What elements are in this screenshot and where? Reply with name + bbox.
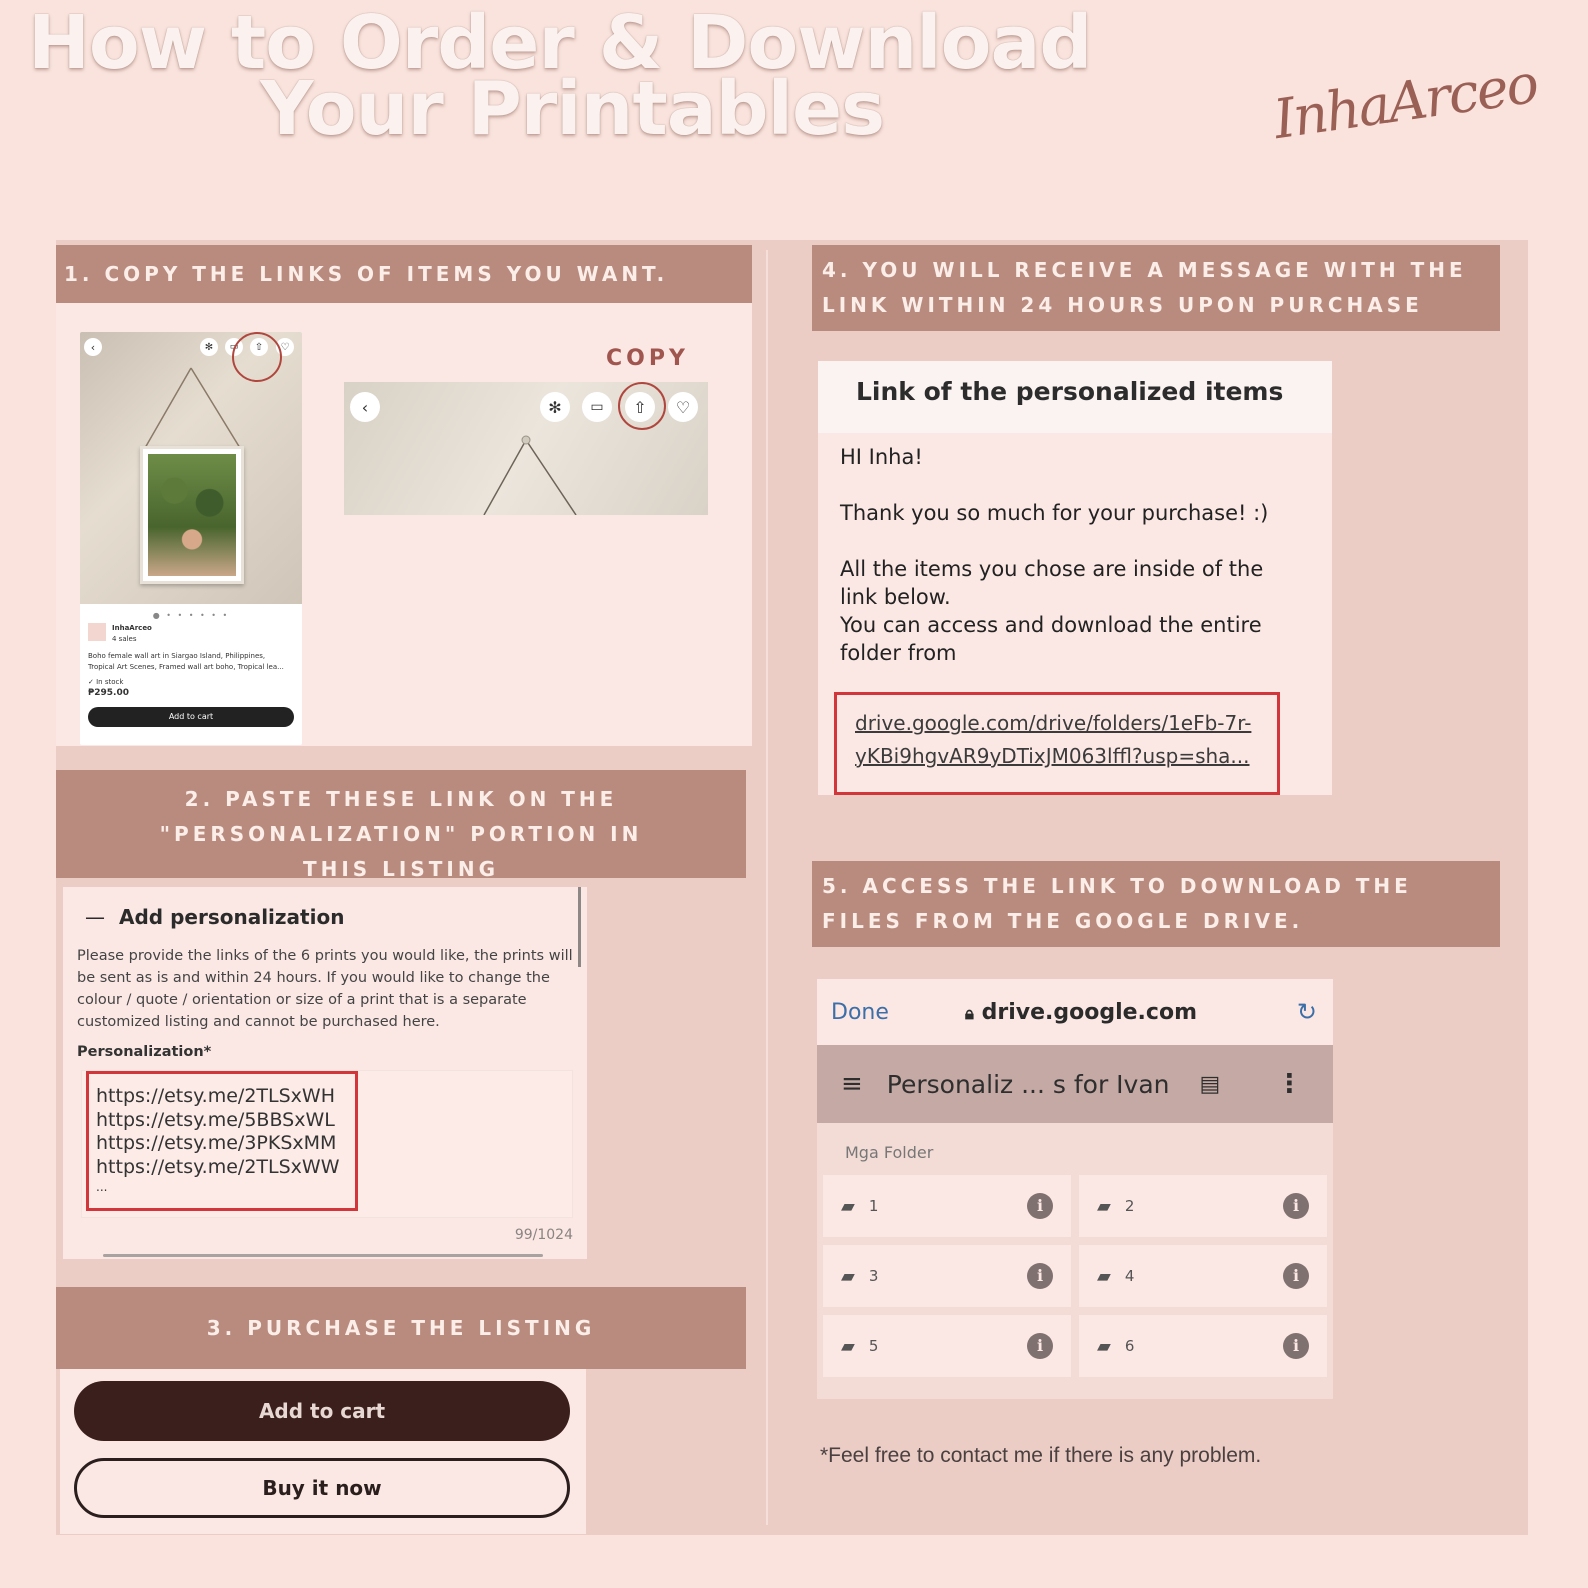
folder-item[interactable]: [823, 1245, 1071, 1307]
drive-link-line-1: drive.google.com/drive/folders/1eFb-7r-: [855, 711, 1252, 735]
message-body-1: All the items you chose are inside of the link below.: [840, 557, 1264, 609]
folder-title: Personaliz ... s for Ivan: [886, 1069, 1170, 1099]
etsy-link-3: https://etsy.me/3PKSxMM: [96, 1132, 337, 1154]
message-icon[interactable]: ▭: [225, 338, 243, 356]
folder-icon: ▰: [1097, 1195, 1111, 1217]
step-4-text: 4. YOU WILL RECEIVE A MESSAGE WITH THE LINK WITHIN 24 HOURS UPON PURCHASE: [822, 258, 1467, 317]
share-highlight-circle: [232, 332, 282, 382]
folder-name: 5: [868, 1337, 879, 1355]
character-counter: 99/1024: [514, 1227, 573, 1243]
folder-item[interactable]: [1079, 1175, 1327, 1237]
drive-link[interactable]: [855, 707, 1251, 773]
folder-name: 3: [868, 1267, 879, 1285]
title-line-2: Your Printables: [260, 66, 885, 152]
folder-icon: ▰: [841, 1265, 855, 1287]
folder-icon: ▰: [841, 1335, 855, 1357]
similar-icon[interactable]: ✻: [540, 392, 570, 422]
folder-item[interactable]: [1079, 1245, 1327, 1307]
google-drive-screenshot: [817, 979, 1333, 1399]
shop-sales: 4 sales: [112, 635, 137, 643]
share-icon[interactable]: ⇧: [625, 392, 655, 422]
card-bottom-line: [103, 1254, 543, 1257]
signature-logo: InhaArceo: [1270, 51, 1542, 152]
folder-name: 4: [1124, 1267, 1135, 1285]
info-icon[interactable]: i: [1283, 1263, 1309, 1289]
folder-name: 1: [868, 1197, 879, 1215]
listing-phone-screenshot: [80, 332, 302, 745]
personalization-heading-row[interactable]: [85, 905, 344, 929]
links-more: ...: [96, 1180, 108, 1194]
info-icon[interactable]: i: [1027, 1193, 1053, 1219]
stock-status: In stock: [96, 678, 124, 686]
message-card: [818, 361, 1332, 795]
etsy-link-4: https://etsy.me/2TLSxWW: [96, 1155, 340, 1178]
drive-toolbar: [817, 1045, 1333, 1123]
column-divider: [766, 250, 768, 1525]
poster-artwork: [140, 446, 244, 584]
folder-name: 2: [1124, 1197, 1135, 1215]
step-3-banner: [56, 1287, 746, 1369]
drive-link-line-2: yKBi9hgvAR9yDTixJM063lffl?usp=sha...: [855, 744, 1250, 768]
step-2-text: 2. PASTE THESE LINK ON THE "PERSONALIZATION" PORTION IN THIS LISTING: [159, 787, 643, 881]
listing-description: Boho female wall art in Siargao Island, Philippines, Tropical Art Scenes, Framed wall art boho, Tropical lea...: [88, 652, 284, 671]
message-body: [840, 443, 1300, 667]
url-text: drive.google.com: [981, 999, 1197, 1025]
scrollbar[interactable]: [578, 887, 581, 967]
share-highlight-circle: [618, 382, 666, 430]
message-greeting: HI Inha!: [840, 445, 923, 469]
done-button[interactable]: Done: [831, 999, 889, 1025]
listing-details: ● • • • • • • InhaArceo 4 sales Boho female wall art in Siargao Island, Philippines, Tropical Art Scenes, Framed wall art boho, Tropical lea... ✓ In stock ₱295.00 Add to cart: [80, 604, 302, 733]
heart-icon[interactable]: ♡: [276, 338, 294, 356]
step-4-banner: [812, 245, 1500, 331]
buy-it-now-button[interactable]: Buy it now: [74, 1458, 570, 1518]
listing-price: ₱295.00: [88, 688, 129, 698]
message-icon[interactable]: ▭: [582, 392, 612, 422]
share-icon[interactable]: ⇧: [250, 338, 268, 356]
step-1-banner: [56, 245, 752, 303]
title-line-1: How to Order & Download: [28, 0, 1092, 86]
carousel-dots: ● • • • • • •: [152, 611, 230, 620]
footer-note: *Feel free to contact me if there is any problem.: [820, 1444, 1262, 1467]
folder-icon: ▰: [1097, 1265, 1111, 1287]
personalization-card: [63, 887, 587, 1259]
etsy-link-1: https://etsy.me/2TLSxWH: [96, 1085, 335, 1107]
step-2-banner: [56, 770, 746, 881]
small-add-to-cart-button[interactable]: Add to cart: [88, 707, 294, 727]
folder-icon: ▰: [841, 1195, 855, 1217]
etsy-link-2: https://etsy.me/5BBSxWL: [96, 1108, 335, 1131]
back-icon[interactable]: ‹: [84, 338, 102, 356]
folder-item[interactable]: [823, 1175, 1071, 1237]
info-icon[interactable]: i: [1027, 1333, 1053, 1359]
page-title: [28, 0, 1092, 152]
folder-item[interactable]: [1079, 1315, 1327, 1377]
copy-label: COPY: [606, 346, 689, 371]
personalization-field-label: Personalization*: [77, 1044, 212, 1060]
browser-bar: [817, 979, 1333, 1045]
drive-link-highlight-box: [834, 692, 1280, 795]
collapse-icon[interactable]: —: [85, 905, 105, 929]
shop-row[interactable]: [88, 623, 294, 645]
more-vert-icon[interactable]: ⋮: [1276, 1069, 1303, 1099]
personalization-instructions: Please provide the links of the 6 prints you would like, the prints will be sent as is and within 24 hours. If you would like to change the colour / quote / orientation or size of a print that is a separate customized listing and cannot be purchased here.: [77, 948, 573, 1030]
personalization-textarea[interactable]: [81, 1070, 573, 1218]
reload-icon[interactable]: ↻: [1296, 998, 1317, 1026]
info-icon[interactable]: i: [1283, 1193, 1309, 1219]
folder-icon: ▰: [1097, 1335, 1111, 1357]
shop-avatar: [88, 623, 106, 641]
shop-name: InhaArceo: [112, 624, 152, 632]
info-icon[interactable]: i: [1283, 1333, 1309, 1359]
lock-icon: 🔒︎: [964, 1003, 974, 1024]
step-3-text: 3. PURCHASE THE LISTING: [206, 1316, 596, 1340]
message-header: Link of the personalized items: [818, 361, 1332, 433]
folder-item[interactable]: [823, 1315, 1071, 1377]
list-view-icon[interactable]: ▤: [1199, 1071, 1221, 1097]
zoomed-listing-toolbar: [344, 382, 708, 515]
back-icon[interactable]: ‹: [350, 392, 380, 422]
add-to-cart-button[interactable]: Add to cart: [74, 1381, 570, 1441]
heart-icon[interactable]: ♡: [668, 392, 698, 422]
message-thanks: Thank you so much for your purchase! :): [840, 501, 1269, 525]
folder-name: 6: [1124, 1337, 1135, 1355]
folders-section-label: Mga Folder: [845, 1143, 934, 1162]
step-5-banner: [812, 861, 1500, 947]
step-1-text: 1. COPY THE LINKS OF ITEMS YOU WANT.: [64, 262, 669, 286]
similar-icon[interactable]: ✻: [200, 338, 218, 356]
message-body-2: You can access and download the entire folder from: [840, 613, 1262, 665]
info-icon[interactable]: i: [1027, 1263, 1053, 1289]
step-5-text: 5. ACCESS THE LINK TO DOWNLOAD THE FILES FROM THE GOOGLE DRIVE.: [822, 874, 1412, 933]
url-display[interactable]: [965, 1000, 1197, 1025]
menu-icon[interactable]: ≡: [841, 1069, 863, 1099]
personalization-heading: Add personalization: [119, 905, 345, 929]
